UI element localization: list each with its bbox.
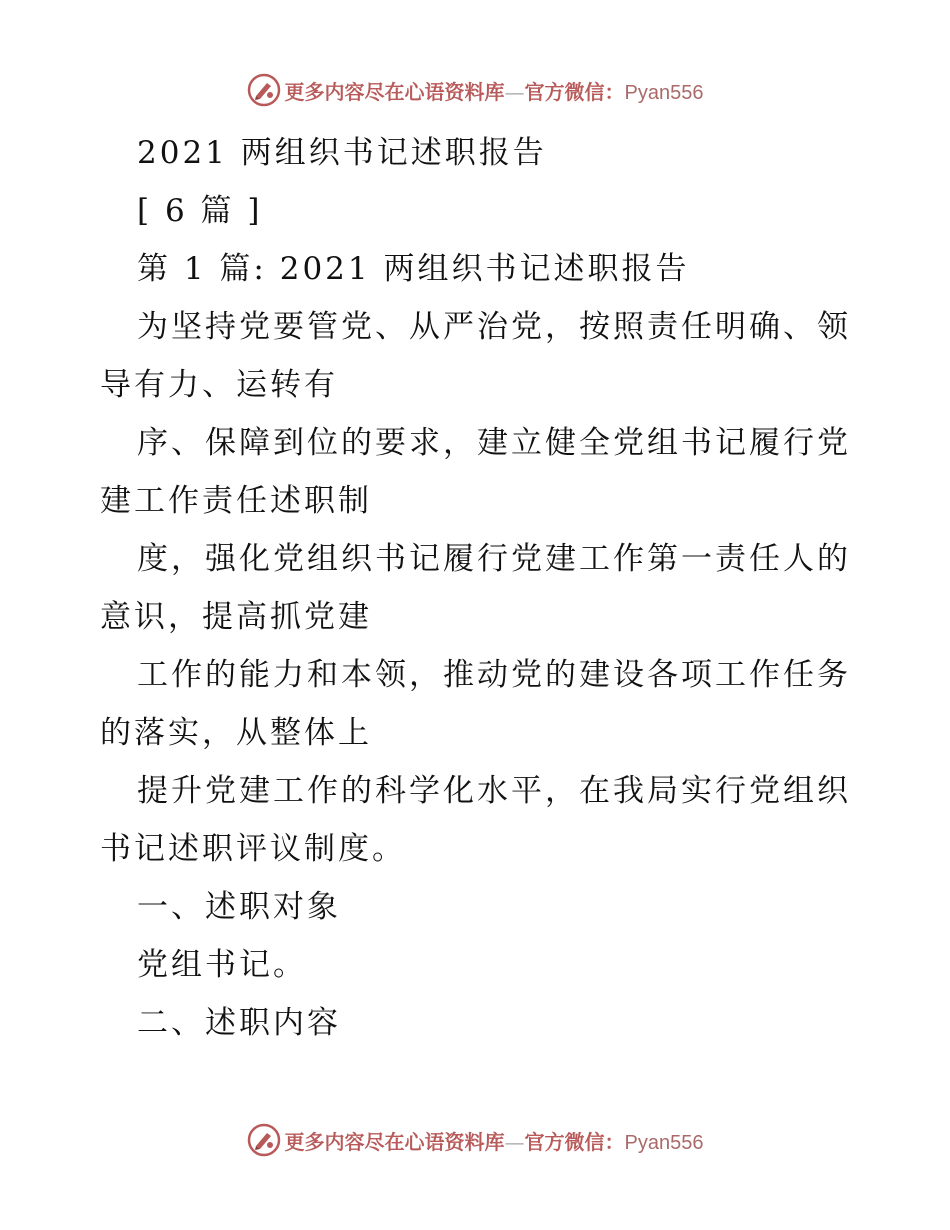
paragraph-line: 意识，提高抓党建 xyxy=(100,599,372,635)
paragraph-line: 序、保障到位的要求，建立健全党组书记履行党 xyxy=(137,425,851,461)
watermark-header xyxy=(0,70,950,110)
paragraph-line: 度，强化党组织书记履行党建工作第一责任人的 xyxy=(137,541,851,577)
paragraph-line: 导有力、运转有 xyxy=(100,367,338,403)
paragraph-line: 党组书记。 xyxy=(137,947,307,983)
chapter-heading: 第 1 篇: 2021 两组织书记述职报告 xyxy=(137,251,690,287)
paragraph-line: 书记述职评议制度。 xyxy=(100,831,406,867)
watermark-footer xyxy=(0,1120,950,1160)
watermark-text: 更多内容尽在心语资料库—官方微信：Pyan556 xyxy=(284,1129,704,1154)
paragraph-line: 的落实，从整体上 xyxy=(100,715,372,751)
section-heading: 一、述职对象 xyxy=(137,889,341,925)
brand-logo-icon xyxy=(247,1123,281,1157)
document-title: 2021 两组织书记述职报告 xyxy=(137,135,547,171)
watermark-text: 更多内容尽在心语资料库—官方微信：Pyan556 xyxy=(284,79,704,104)
paragraph-line: 建工作责任述职制 xyxy=(100,483,372,519)
brand-logo-icon xyxy=(247,73,281,107)
document-body xyxy=(100,124,860,1052)
paragraph-line: 为坚持党要管党、从严治党，按照责任明确、领 xyxy=(137,309,851,345)
document-count: [ 6 篇 ] xyxy=(137,193,263,229)
paragraph-line: 工作的能力和本领，推动党的建设各项工作任务 xyxy=(137,657,851,693)
paragraph-line: 提升党建工作的科学化水平，在我局实行党组织 xyxy=(137,773,851,809)
section-heading: 二、述职内容 xyxy=(137,1005,341,1041)
